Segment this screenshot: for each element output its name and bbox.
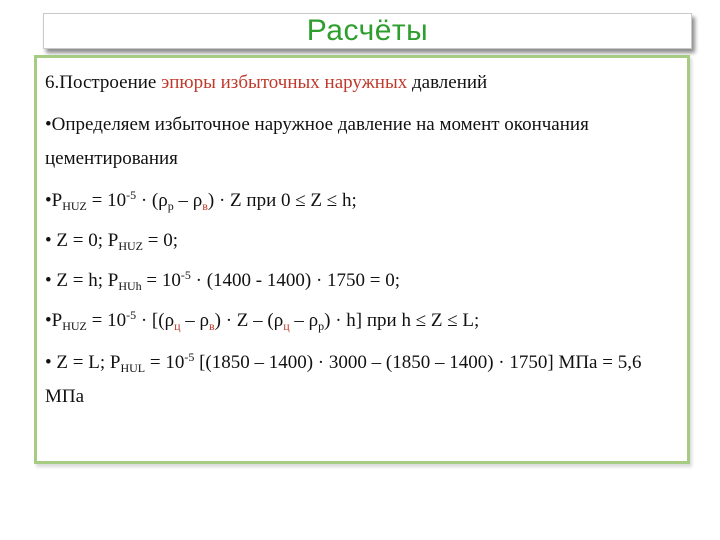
formula3-part1: • Z = h; P [45,270,119,291]
formula2-sub-huz: HUZ [118,239,143,253]
formula4-part5: ) · Z – (ρ [214,310,284,331]
formula5-part1: • Z = L; P [45,352,121,373]
formula1-part4: – ρ [173,190,203,211]
formula5-sup: -5 [184,350,195,364]
formula-line-5 [45,346,679,414]
formula5-part3: [(1850 – 1400) · 3000 – (1850 – 1400) · 1750] МПа = 5,6 МПа [45,352,642,407]
slide-title: Расчёты [306,14,429,47]
heading-highlight: эпюры избыточных наружных [161,72,408,93]
formula4-sub-ts2: ц [283,319,290,333]
formula1-part2: = 10 [86,190,127,211]
formula4-bullet: •P [45,310,63,331]
formula2-part1: • Z = 0; P [45,230,119,251]
formula1-sub-r: р [167,199,174,213]
formula1-part3: · (ρ [136,190,168,211]
title-bar [43,13,692,49]
formula3-sup: -5 [180,268,191,282]
heading-suffix: давлений [407,72,488,93]
heading-prefix: 6.Построение [45,72,162,93]
formula4-part2: = 10 [86,310,127,331]
formula3-part3: · (1400 - 1400) · 1750 = 0; [190,270,401,291]
heading-line [45,68,679,98]
formula4-sup: -5 [126,308,137,322]
formula-line-2 [45,226,679,256]
formula4-part3: · [(ρ [136,310,175,331]
formula-line-3 [45,266,679,296]
formula1-bullet: •P [45,190,63,211]
formula-line-1 [45,186,679,216]
formula3-sub-huh: HUh [118,279,142,293]
formula4-sub-v: в [208,319,215,333]
formula4-sub-ts1: ц [174,319,181,333]
intro-line: •Определяем избыточное наружное давление на момент окончания цементирования [45,114,589,169]
content-text [45,68,679,424]
formula3-part2: = 10 [141,270,181,291]
formula4-part7: ) · h] при h ≤ Z ≤ L; [324,310,480,331]
formula4-part6: – ρ [289,310,319,331]
formula2-part2: = 0; [143,230,178,251]
formula-line-4 [45,306,679,336]
formula5-sub-hul: HUL [120,361,146,375]
formula1-sup: -5 [126,188,137,202]
formula4-sub-r: р [318,319,325,333]
formula4-part4: – ρ [180,310,209,331]
content-box [34,55,690,464]
formula1-sub-v: в [202,199,208,213]
formula1-part5: ) · Z при 0 ≤ Z ≤ h; [207,190,357,211]
formula5-part2: = 10 [145,352,185,373]
formula4-sub-huz: HUZ [62,319,87,333]
formula1-sub-huz: HUZ [62,199,87,213]
